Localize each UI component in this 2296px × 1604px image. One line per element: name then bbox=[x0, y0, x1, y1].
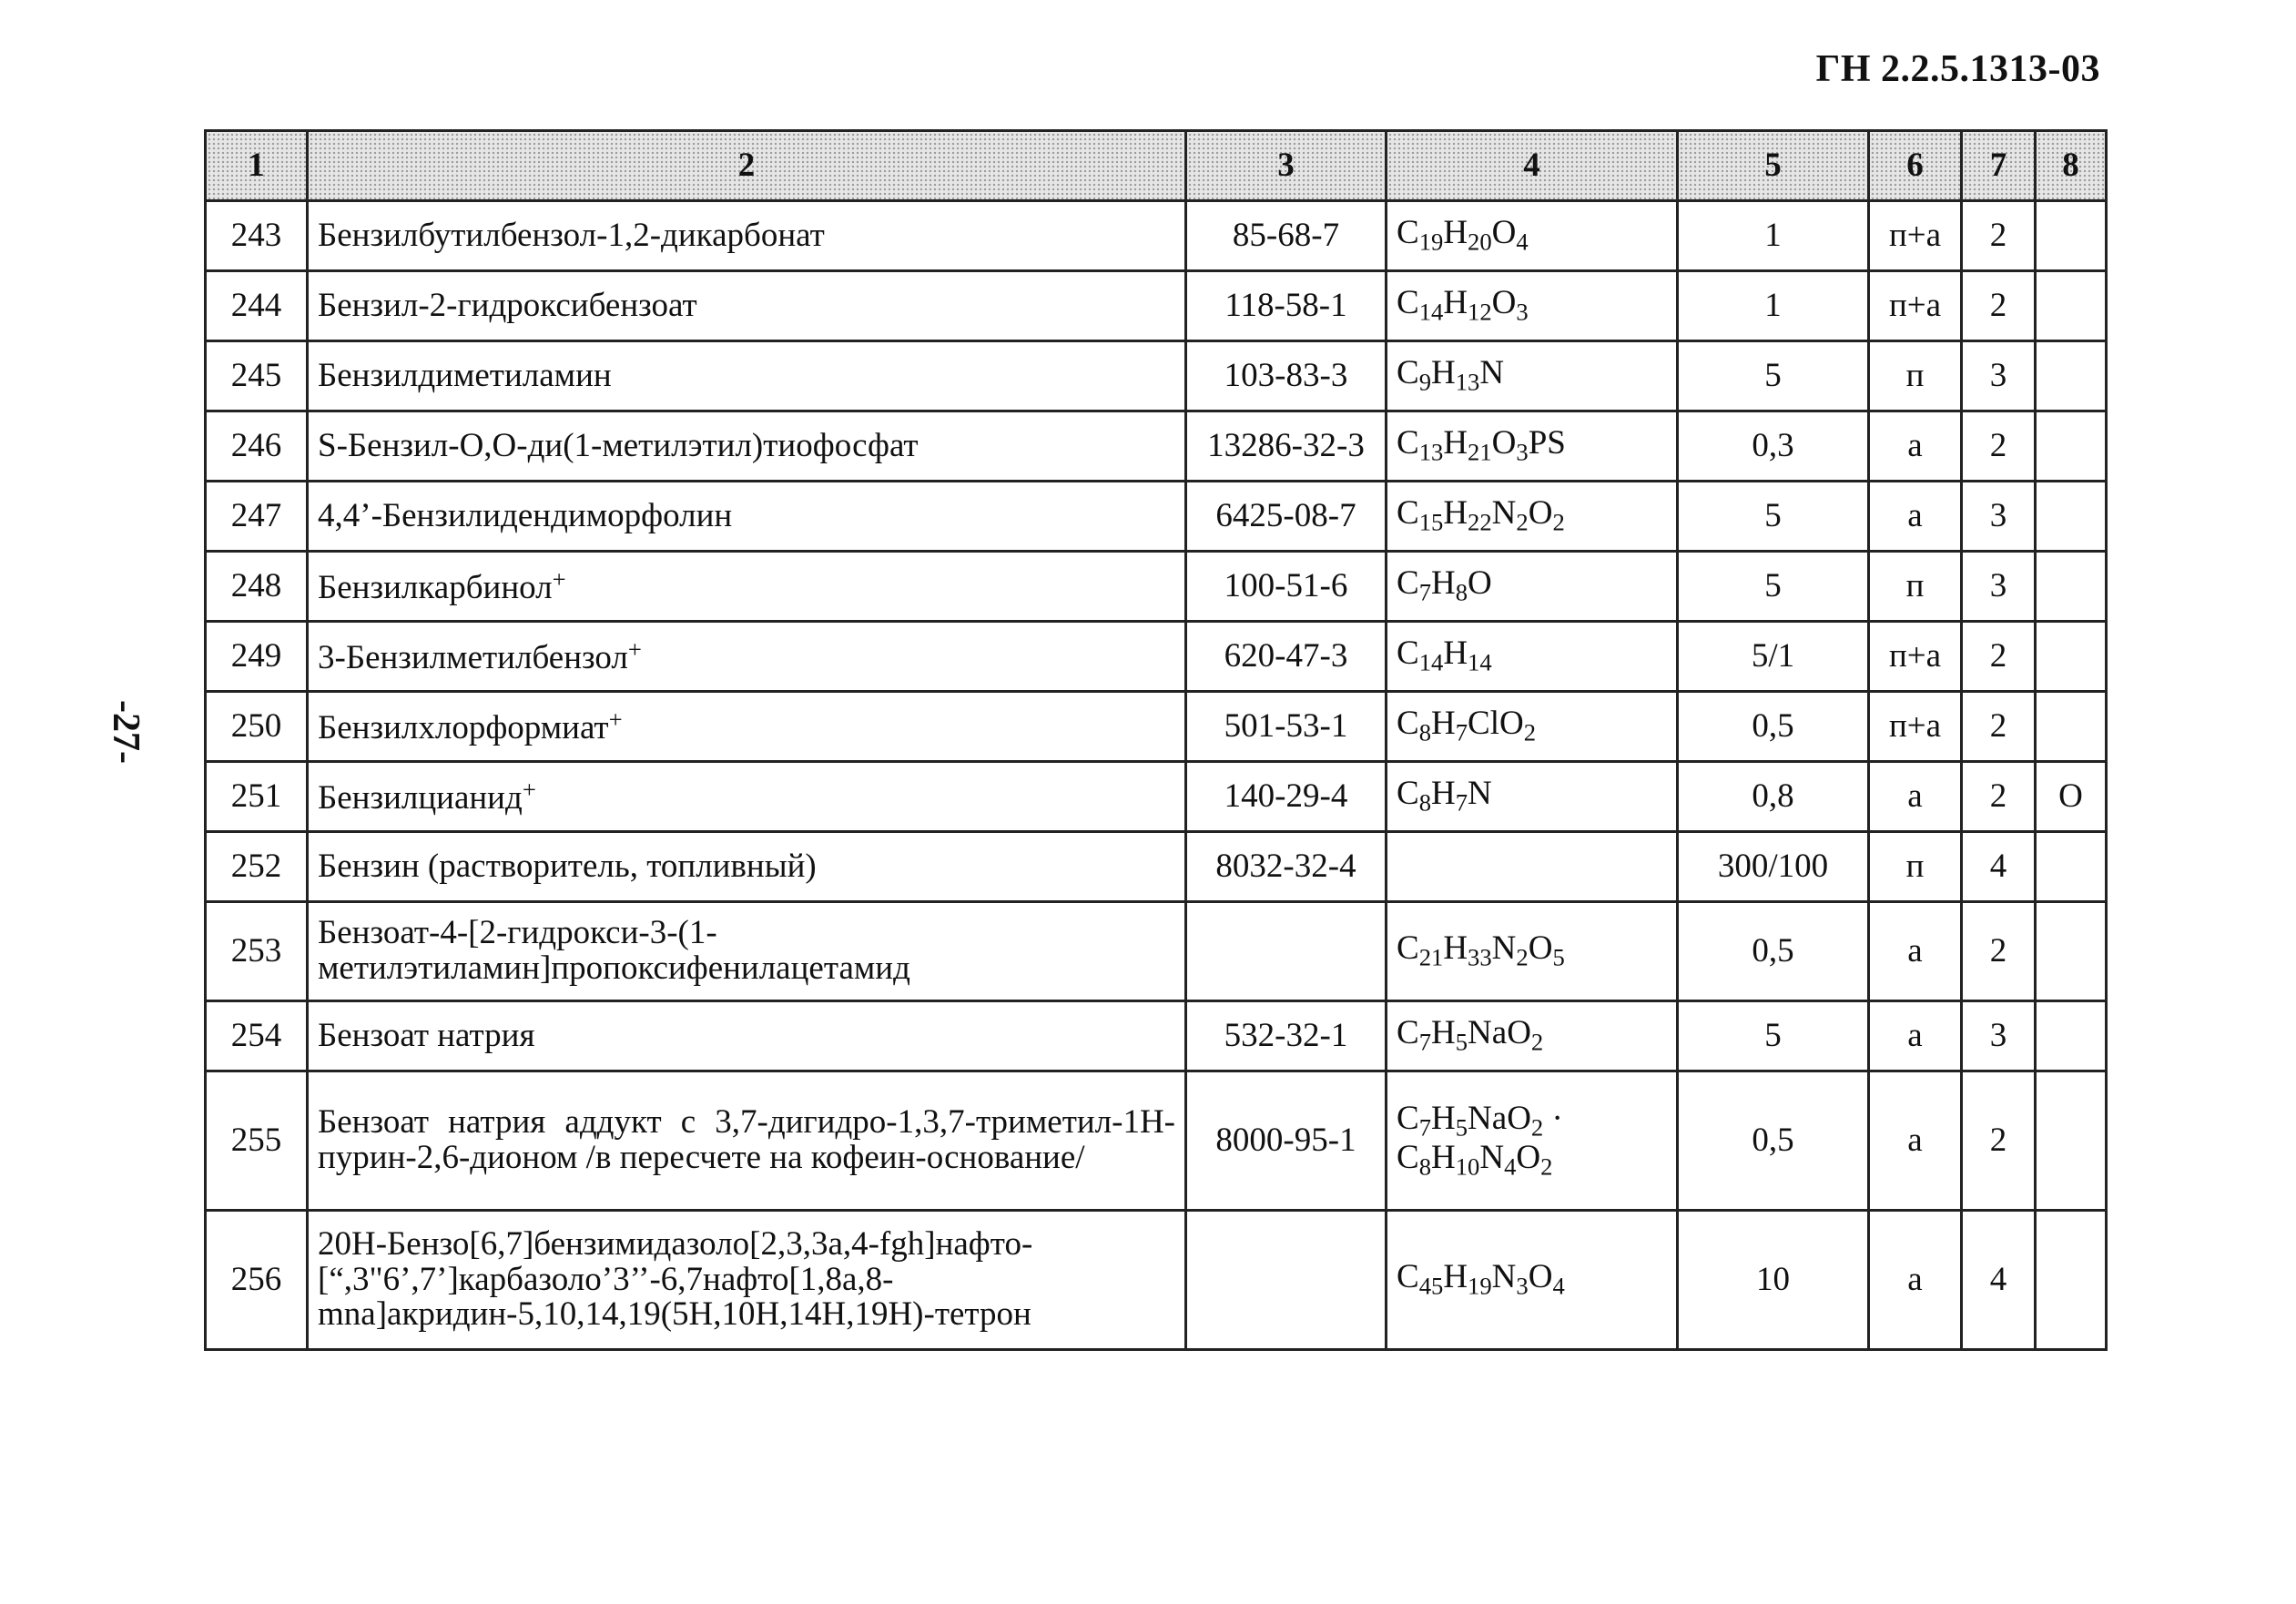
concentration-cell: 1 bbox=[1678, 201, 1869, 271]
row-number-cell: 246 bbox=[206, 411, 308, 482]
table-row bbox=[206, 1211, 2107, 1350]
substance-name: 3-Бензилметилбензол+ bbox=[318, 634, 642, 676]
hazard-class-cell: 3 bbox=[1962, 482, 2036, 552]
note-cell bbox=[2036, 1001, 2107, 1071]
row-number-cell: 249 bbox=[206, 622, 308, 692]
cas-number-cell bbox=[1186, 902, 1387, 1001]
table-row bbox=[206, 692, 2107, 762]
table-row bbox=[206, 622, 2107, 692]
cas-number-cell: 13286-32-3 bbox=[1186, 411, 1387, 482]
substance-name: Бензилкарбинол+ bbox=[318, 564, 566, 606]
concentration-cell: 1 bbox=[1678, 271, 1869, 341]
concentration-cell: 0,5 bbox=[1678, 1071, 1869, 1211]
concentration-cell: 10 bbox=[1678, 1211, 1869, 1350]
substance-name-cell bbox=[308, 552, 1186, 622]
formula-cell bbox=[1387, 692, 1678, 762]
note-cell bbox=[2036, 902, 2107, 1001]
substance-name-cell: 20Н-Бензо[6,7]бензимидазоло[2,3,3а,4-fgh]нафто-[“,3"6’,7’]карбазоло’3’’-6,7нафто[1,8а,8-mna]акридин-5,10,14,19(5Н,10Н,14Н,19Н)-тетрон bbox=[308, 1211, 1186, 1350]
chemical-formula: $C_7H_8O$ bbox=[1397, 564, 1492, 606]
cas-number-cell: 100-51-6 bbox=[1186, 552, 1387, 622]
note-cell bbox=[2036, 201, 2107, 271]
chemical-formula: $C_{14}H_{12}O_3$ bbox=[1397, 284, 1529, 326]
hazard-class-cell: 2 bbox=[1962, 762, 2036, 832]
substance-name: Бензилхлорформиат+ bbox=[318, 705, 623, 746]
cas-number-cell: 6425-08-7 bbox=[1186, 482, 1387, 552]
aggregate-state-cell: а bbox=[1869, 902, 1962, 1001]
cas-number-cell bbox=[1186, 1211, 1387, 1350]
cas-number-cell: 501-53-1 bbox=[1186, 692, 1387, 762]
cas-number-cell: 118-58-1 bbox=[1186, 271, 1387, 341]
table-row bbox=[206, 482, 2107, 552]
formula-cell bbox=[1387, 201, 1678, 271]
hazard-class-cell: 2 bbox=[1962, 271, 2036, 341]
table-body bbox=[206, 201, 2107, 1350]
note-cell: О bbox=[2036, 762, 2107, 832]
aggregate-state-cell: п bbox=[1869, 832, 1962, 902]
aggregate-state-cell: а bbox=[1869, 1071, 1962, 1211]
hazard-class-cell: 2 bbox=[1962, 201, 2036, 271]
substance-name-cell: S-Бензил-O,O-ди(1-метилэтил)тиофосфат bbox=[308, 411, 1186, 482]
row-number-cell: 251 bbox=[206, 762, 308, 832]
note-cell bbox=[2036, 482, 2107, 552]
formula-cell bbox=[1387, 832, 1678, 902]
substance-name-cell bbox=[308, 622, 1186, 692]
chemical-formula: $C_8H_7N$ bbox=[1397, 775, 1492, 817]
column-header: 5 bbox=[1678, 131, 1869, 201]
column-header: 3 bbox=[1186, 131, 1387, 201]
substance-name-cell: Бензилбутилбензол-1,2-дикарбонат bbox=[308, 201, 1186, 271]
hazard-class-cell: 2 bbox=[1962, 692, 2036, 762]
formula-cell bbox=[1387, 622, 1678, 692]
row-number-cell: 243 bbox=[206, 201, 308, 271]
page-number: -27- bbox=[105, 700, 147, 764]
formula-cell bbox=[1387, 341, 1678, 411]
concentration-cell: 5 bbox=[1678, 1001, 1869, 1071]
chemical-formula: $C_8H_{10}N_4O_2$ bbox=[1397, 1139, 1553, 1181]
substance-name-cell bbox=[308, 692, 1186, 762]
hazard-class-cell: 4 bbox=[1962, 832, 2036, 902]
aggregate-state-cell: п+а bbox=[1869, 271, 1962, 341]
substances-table bbox=[204, 129, 2108, 1351]
concentration-cell: 0,5 bbox=[1678, 902, 1869, 1001]
table-header-row bbox=[206, 131, 2107, 201]
row-number-cell: 254 bbox=[206, 1001, 308, 1071]
row-number-cell: 255 bbox=[206, 1071, 308, 1211]
chemical-formula: $C_{14}H_{14}$ bbox=[1397, 634, 1492, 676]
cas-number-cell: 8000-95-1 bbox=[1186, 1071, 1387, 1211]
formula-cell bbox=[1387, 902, 1678, 1001]
note-cell bbox=[2036, 552, 2107, 622]
note-cell bbox=[2036, 692, 2107, 762]
chemical-formula: $C_{15}H_{22}N_2O_2$ bbox=[1397, 494, 1565, 536]
column-header: 6 bbox=[1869, 131, 1962, 201]
row-number-cell: 256 bbox=[206, 1211, 308, 1350]
cas-number-cell: 85-68-7 bbox=[1186, 201, 1387, 271]
substance-name: Бензилцианид+ bbox=[318, 775, 536, 817]
document-code: ГН 2.2.5.1313-03 bbox=[1815, 48, 2100, 90]
concentration-cell: 0,3 bbox=[1678, 411, 1869, 482]
concentration-cell: 5 bbox=[1678, 482, 1869, 552]
hazard-class-cell: 2 bbox=[1962, 1071, 2036, 1211]
aggregate-state-cell: п+а bbox=[1869, 201, 1962, 271]
aggregate-state-cell: а bbox=[1869, 482, 1962, 552]
substance-name-cell: Бензоат натрия аддукт с 3,7-дигидро-1,3,7-триметил-1Н-пурин-2,6-дионом /в пересчете на кофеин-основание/ bbox=[308, 1071, 1186, 1211]
formula-cell bbox=[1387, 1211, 1678, 1350]
substance-name-cell: Бензоат натрия bbox=[308, 1001, 1186, 1071]
table-row bbox=[206, 832, 2107, 902]
row-number-cell: 247 bbox=[206, 482, 308, 552]
formula-cell bbox=[1387, 1001, 1678, 1071]
concentration-cell: 300/100 bbox=[1678, 832, 1869, 902]
note-cell bbox=[2036, 271, 2107, 341]
column-header: 1 bbox=[206, 131, 308, 201]
row-number-cell: 250 bbox=[206, 692, 308, 762]
aggregate-state-cell: п+а bbox=[1869, 622, 1962, 692]
hazard-class-cell: 2 bbox=[1962, 622, 2036, 692]
concentration-cell: 5 bbox=[1678, 341, 1869, 411]
table-row bbox=[206, 1001, 2107, 1071]
table-row bbox=[206, 411, 2107, 482]
formula-cell bbox=[1387, 762, 1678, 832]
row-number-cell: 248 bbox=[206, 552, 308, 622]
chemical-formula: $C_{21}H_{33}N_2O_5$ bbox=[1397, 929, 1565, 971]
column-header: 7 bbox=[1962, 131, 2036, 201]
chemical-formula: $C_{19}H_{20}O_4$ bbox=[1397, 214, 1529, 256]
concentration-cell: 5 bbox=[1678, 552, 1869, 622]
formula-cell bbox=[1387, 271, 1678, 341]
note-cell bbox=[2036, 1071, 2107, 1211]
table-row bbox=[206, 762, 2107, 832]
substance-name-cell: 4,4’-Бензилидендиморфолин bbox=[308, 482, 1186, 552]
formula-cell bbox=[1387, 552, 1678, 622]
hazard-class-cell: 2 bbox=[1962, 902, 2036, 1001]
table-row bbox=[206, 1071, 2107, 1211]
row-number-cell: 245 bbox=[206, 341, 308, 411]
cas-number-cell: 620-47-3 bbox=[1186, 622, 1387, 692]
column-header: 2 bbox=[308, 131, 1186, 201]
row-number-cell: 244 bbox=[206, 271, 308, 341]
formula-cell bbox=[1387, 482, 1678, 552]
column-header: 4 bbox=[1387, 131, 1678, 201]
cas-number-cell: 140-29-4 bbox=[1186, 762, 1387, 832]
chemical-formula: $C_{13}H_{21}O_3PS$ bbox=[1397, 424, 1566, 466]
chemical-formula: $C_9H_{13}N$ bbox=[1397, 354, 1505, 396]
hazard-class-cell: 3 bbox=[1962, 1001, 2036, 1071]
aggregate-state-cell: п bbox=[1869, 552, 1962, 622]
table-row bbox=[206, 902, 2107, 1001]
hazard-class-cell: 3 bbox=[1962, 341, 2036, 411]
column-header: 8 bbox=[2036, 131, 2107, 201]
hazard-class-cell: 3 bbox=[1962, 552, 2036, 622]
concentration-cell: 0,8 bbox=[1678, 762, 1869, 832]
table-row bbox=[206, 271, 2107, 341]
cas-number-cell: 8032-32-4 bbox=[1186, 832, 1387, 902]
chemical-formula: $C_8H_7ClO_2$ bbox=[1397, 705, 1537, 746]
row-number-cell: 252 bbox=[206, 832, 308, 902]
note-cell bbox=[2036, 341, 2107, 411]
aggregate-state-cell: п bbox=[1869, 341, 1962, 411]
substance-name-cell: Бензин (растворитель, топливный) bbox=[308, 832, 1186, 902]
substance-name-cell: Бензоат-4-[2-гидрокси-3-(1-метилэтиламин]пропоксифенилацетамид bbox=[308, 902, 1186, 1001]
formula-cell bbox=[1387, 411, 1678, 482]
aggregate-state-cell: а bbox=[1869, 1211, 1962, 1350]
aggregate-state-cell: п+а bbox=[1869, 692, 1962, 762]
cas-number-cell: 103-83-3 bbox=[1186, 341, 1387, 411]
table-row bbox=[206, 552, 2107, 622]
concentration-cell: 5/1 bbox=[1678, 622, 1869, 692]
note-cell bbox=[2036, 622, 2107, 692]
aggregate-state-cell: а bbox=[1869, 1001, 1962, 1071]
hazard-class-cell: 2 bbox=[1962, 411, 2036, 482]
table-row bbox=[206, 201, 2107, 271]
formula-cell bbox=[1387, 1071, 1678, 1211]
chemical-formula: $C_7H_5NaO_2$ · bbox=[1397, 1099, 1563, 1142]
row-number-cell: 253 bbox=[206, 902, 308, 1001]
substance-name-cell: Бензилдиметиламин bbox=[308, 341, 1186, 411]
table-row bbox=[206, 341, 2107, 411]
cas-number-cell: 532-32-1 bbox=[1186, 1001, 1387, 1071]
aggregate-state-cell: а bbox=[1869, 762, 1962, 832]
note-cell bbox=[2036, 1211, 2107, 1350]
aggregate-state-cell: а bbox=[1869, 411, 1962, 482]
note-cell bbox=[2036, 411, 2107, 482]
chemical-formula: $C_7H_5NaO_2$ bbox=[1397, 1014, 1544, 1056]
substance-name-cell bbox=[308, 762, 1186, 832]
concentration-cell: 0,5 bbox=[1678, 692, 1869, 762]
substance-name-cell: Бензил-2-гидроксибензоат bbox=[308, 271, 1186, 341]
hazard-class-cell: 4 bbox=[1962, 1211, 2036, 1350]
chemical-formula: $C_{45}H_{19}N_3O_4$ bbox=[1397, 1258, 1565, 1300]
note-cell bbox=[2036, 832, 2107, 902]
